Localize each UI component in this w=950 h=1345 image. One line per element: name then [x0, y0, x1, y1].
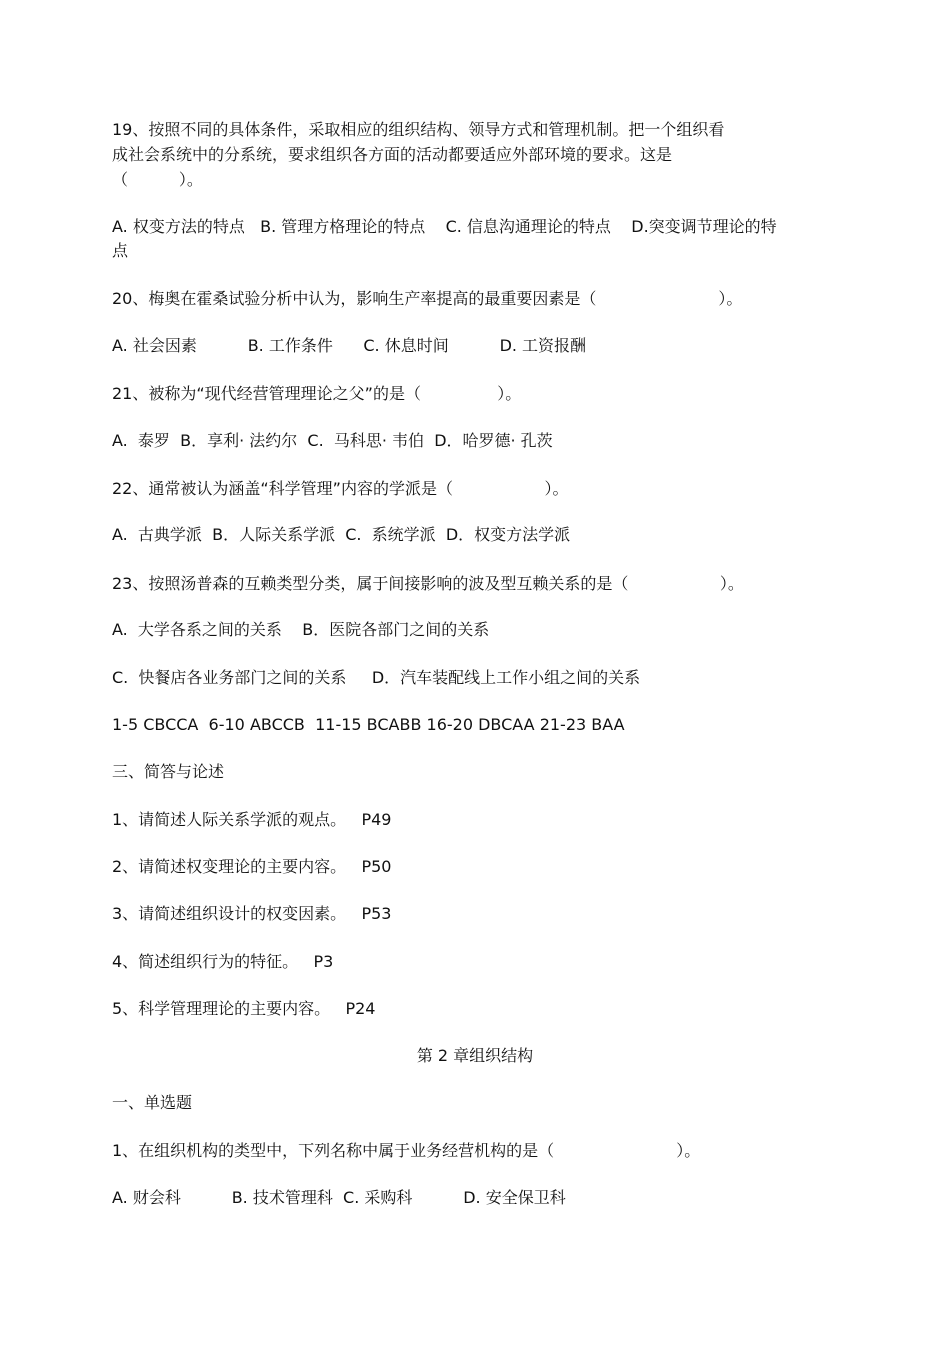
question-20-options: A. 社会因素 B. 工作条件 C. 休息时间 D. 工资报酬 [112, 336, 587, 355]
question-21-options: A. 泰罗 B．享利· 法约尔 C. 马科思· 韦伯 D．哈罗德· 孔茨 [112, 431, 553, 450]
question-19-line-3: （ ）。 [112, 170, 203, 189]
question-23-options-line-2: C. 快餐店各业务部门之间的关系 D．汽车装配线上工作小组之间的关系 [112, 668, 641, 687]
short-answer-item: 5、科学管理理论的主要内容。 P24 [112, 999, 376, 1018]
question-21: 21、被称为“现代经营管理理论之父”的是（ ）。 [112, 384, 522, 403]
question-19-options-line-2: 点 [112, 241, 129, 260]
question-22: 22、通常被认为涵盖“科学管理”内容的学派是（ ）。 [112, 479, 569, 498]
chapter-2-section-1-heading: 一、单选题 [112, 1093, 193, 1112]
question-23: 23、按照汤普森的互赖类型分类，属于间接影响的波及型互赖关系的是（ ）。 [112, 574, 744, 593]
section-3-heading: 三、简答与论述 [112, 762, 225, 781]
question-19-options-line-1: A. 权变方法的特点 B. 管理方格理论的特点 C. 信息沟通理论的特点 D.突变调节理论的特 [112, 217, 777, 236]
answer-key: 1-5 CBCCA 6-10 ABCCB 11-15 BCABB 16-20 DBCAA 21-23 BAA [112, 715, 625, 734]
question-19-line-1: 19、按照不同的具体条件，采取相应的组织结构、领导方式和管理机制。把一个组织看 [112, 120, 725, 139]
question-20: 20、梅奥在霍桑试验分析中认为，影响生产率提高的最重要因素是（ ）。 [112, 289, 743, 308]
question-19-line-2: 成社会系统中的分系统，要求组织各方面的活动都要适应外部环境的要求。这是 [112, 145, 673, 164]
question-22-options: A. 古典学派 B．人际关系学派 C. 系统学派 D．权变方法学派 [112, 525, 571, 544]
short-answer-item: 2、请简述权变理论的主要内容。 P50 [112, 857, 392, 876]
chapter-2-title: 第 2 章组织结构 [416, 1046, 534, 1065]
chapter-2-question-1-options: A. 财会科 B. 技术管理科 C. 采购科 D. 安全保卫科 [112, 1188, 566, 1207]
short-answer-item: 3、请简述组织设计的权变因素。 P53 [112, 904, 392, 923]
short-answer-item: 1、请简述人际关系学派的观点。 P49 [112, 810, 392, 829]
short-answer-item: 4、简述组织行为的特征。 P3 [112, 952, 334, 971]
question-23-options-line-1: A. 大学各系之间的关系 B．医院各部门之间的关系 [112, 620, 490, 639]
chapter-2-question-1: 1、在组织机构的类型中，下列名称中属于业务经营机构的是（ ）。 [112, 1141, 701, 1160]
